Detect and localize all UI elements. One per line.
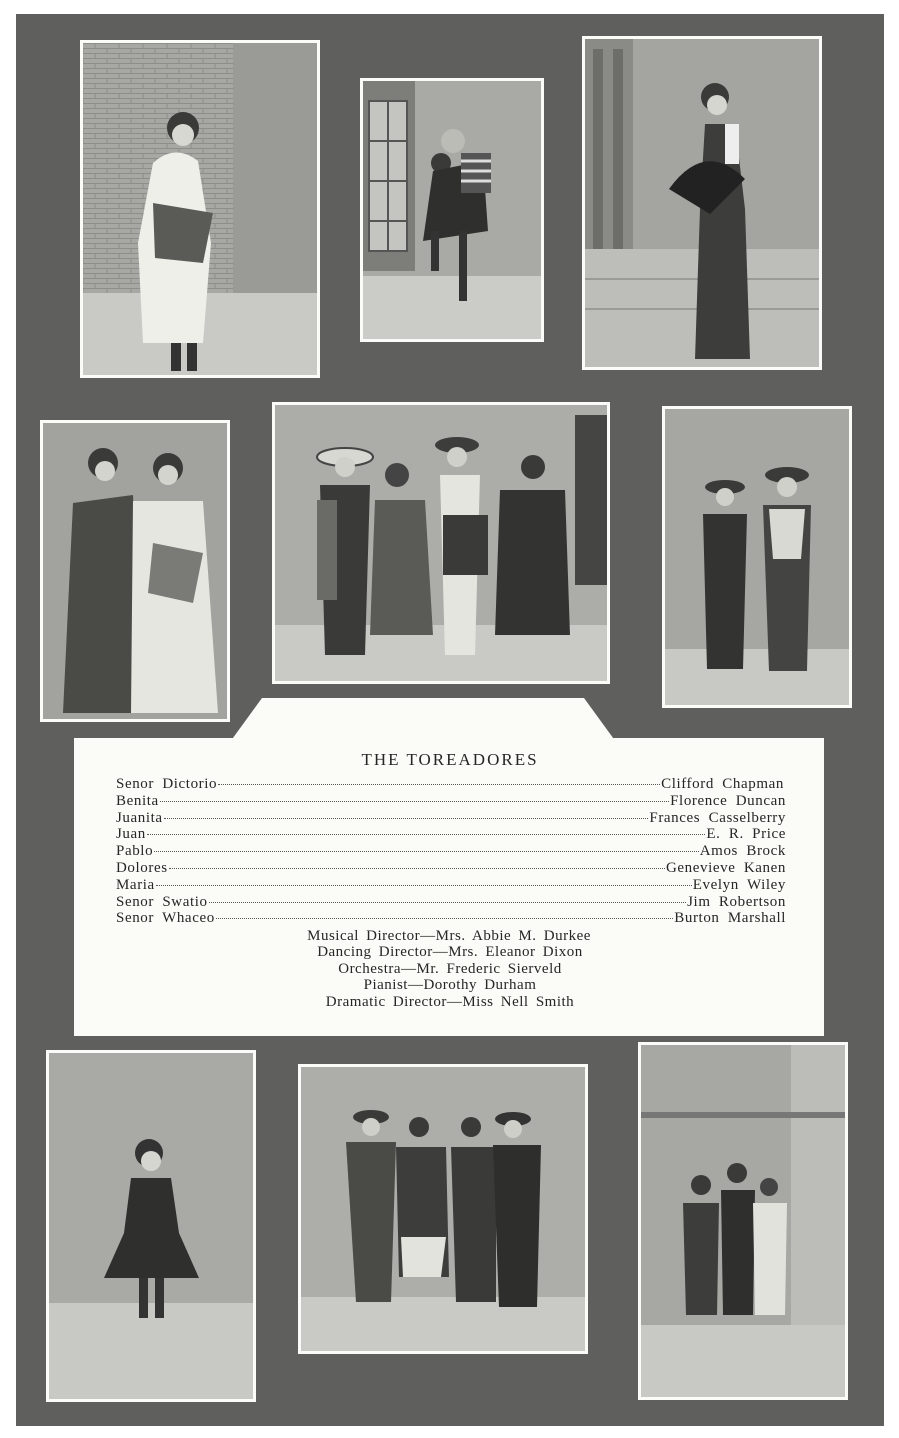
cast-actor: Evelyn Wiley	[692, 876, 786, 893]
photo-woman-with-fan	[582, 36, 822, 370]
cast-role: Senor Swatio	[116, 893, 208, 910]
dot-leader	[216, 918, 673, 919]
cast-row	[116, 894, 786, 911]
photo-two-men-in-hats	[662, 406, 852, 708]
cast-actor: Frances Casselberry	[649, 809, 786, 826]
credit-line: Dramatic Director—Miss Nell Smith	[325, 993, 575, 1010]
credits-list	[16, 928, 884, 1010]
cast-actor: Amos Brock	[699, 843, 786, 860]
cast-actor: E. R. Price	[706, 826, 786, 843]
program-title: THE TOREADORES	[361, 750, 539, 769]
dot-leader	[218, 784, 660, 785]
cast-row	[116, 877, 786, 894]
cast-row	[116, 843, 786, 860]
dot-leader	[209, 902, 686, 903]
cast-row	[116, 860, 786, 877]
scrapbook-page	[16, 14, 884, 1426]
photo-two-women	[40, 420, 230, 722]
credit-line: Musical Director—Mrs. Abbie M. Durkee	[307, 928, 591, 944]
cast-row	[116, 910, 786, 927]
dot-leader	[154, 851, 699, 852]
cast-role: Maria	[116, 876, 155, 893]
cast-actor: Jim Robertson	[687, 893, 786, 910]
cast-list	[116, 776, 786, 927]
photo-trio-by-building	[638, 1042, 848, 1400]
cast-role: Juanita	[116, 809, 163, 826]
cast-actor: Clifford Chapman	[661, 776, 784, 792]
cast-actor: Florence Duncan	[670, 792, 786, 809]
dot-leader	[169, 868, 665, 869]
dot-leader	[160, 801, 669, 802]
cast-role: Benita	[116, 792, 159, 809]
photo-woman-in-shawl	[80, 40, 320, 378]
credit-line: Dancing Director—Mrs. Eleanor Dixon	[317, 944, 583, 961]
cast-role: Senor Whaceo	[116, 910, 215, 927]
cast-role: Juan	[116, 826, 146, 843]
photo-little-girl	[46, 1050, 256, 1402]
credit-line: Pianist—Dorothy Durham	[363, 977, 537, 994]
cast-role: Pablo	[116, 843, 154, 860]
credit-line: Orchestra—Mr. Frederic Sierveld	[338, 960, 562, 977]
cast-actor: Burton Marshall	[674, 910, 786, 927]
dot-leader	[156, 885, 692, 886]
cast-actor: Genevieve Kanen	[665, 859, 786, 876]
cast-role: Dolores	[116, 859, 168, 876]
dot-leader	[147, 834, 706, 835]
dot-leader	[164, 818, 649, 819]
cast-row	[116, 776, 786, 793]
cast-row	[116, 793, 786, 810]
cast-role: Senor Dictorio	[116, 776, 218, 792]
photo-couple-by-window	[360, 78, 544, 342]
photo-group-of-four	[272, 402, 610, 684]
photo-group-posing	[298, 1064, 588, 1354]
panel-tab	[230, 698, 616, 742]
cast-row	[116, 810, 786, 827]
cast-row	[116, 826, 786, 843]
